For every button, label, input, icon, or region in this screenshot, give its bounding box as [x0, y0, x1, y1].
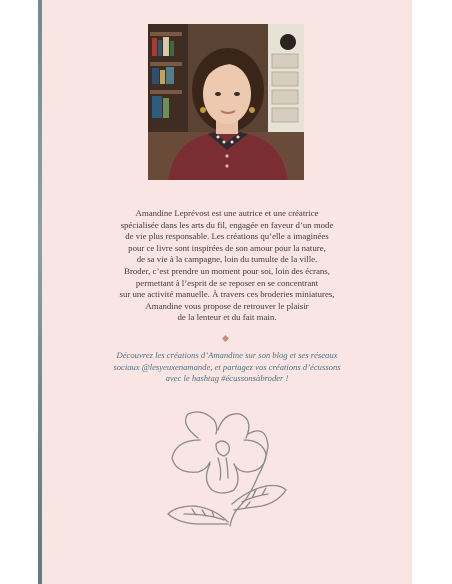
bio-line: sur une activité manuelle. À travers ces broderies miniatures, — [119, 289, 335, 300]
bio-line: pour ce livre sont inspirées de son amour pour la nature, — [128, 242, 326, 253]
promo-line: avec le hashtag #écussonsàbroder ! — [165, 373, 289, 384]
pansy-flower-icon — [162, 410, 292, 534]
bio-line: Amandine Leprévost est une autrice et une créatrice — [135, 208, 319, 218]
bio-line: de la lenteur et du fait main. — [177, 312, 277, 323]
promo-line: sociaux @lesyeuxenamande, et partagez vos créations d’écussons — [113, 361, 341, 372]
diamond-ornament-icon — [222, 335, 229, 342]
author-photo — [148, 24, 304, 180]
author-portrait-image — [148, 24, 304, 180]
bio-line: Amandine vous propose de retrouver le plaisir — [145, 300, 309, 311]
bio-line: permettant à l’esprit de se reposer en se concentrant — [135, 277, 319, 288]
bio-line: de sa vie à la campagne, loin du tumulte de la ville. — [136, 254, 318, 265]
bio-line: spécialisée dans les arts du fil, engagée en faveur d’un mode — [120, 219, 334, 230]
author-biography — [88, 208, 366, 324]
bio-line: de vie plus responsable. Les créations qu’elle a imaginées — [125, 231, 329, 242]
bio-line: Broder, c’est prendre un moment pour soi, loin des écrans, — [124, 265, 330, 276]
back-cover — [42, 0, 412, 584]
promo-line: Découvrez les créations d’Amandine sur son blog et ses réseaux — [116, 350, 338, 360]
social-promo-text — [88, 350, 366, 385]
